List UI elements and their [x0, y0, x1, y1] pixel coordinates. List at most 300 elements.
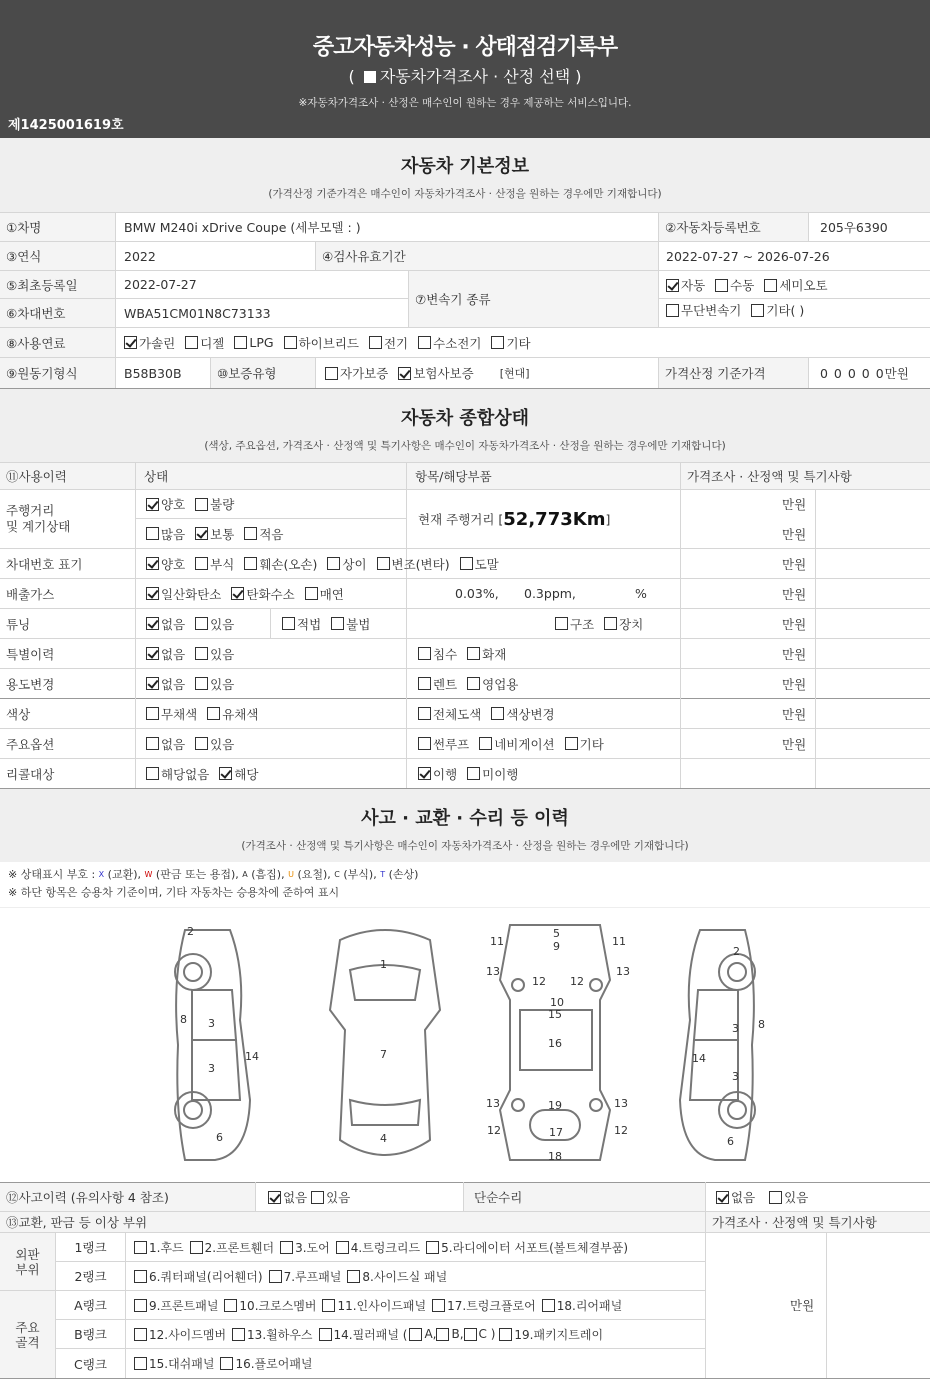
checkbox-icon[interactable]: [311, 1191, 324, 1204]
checkbox-icon[interactable]: [565, 737, 578, 750]
rankC-label: C랭크: [74, 1356, 107, 1372]
car-frame-view: [486, 925, 630, 1163]
svg-text:1: 1: [380, 958, 387, 971]
part-side-member[interactable]: 12.사이드멤버: [134, 1326, 226, 1343]
mileage-value: 52,773Km: [503, 508, 606, 530]
vin-mark-options: [146, 549, 678, 578]
svg-text:18: 18: [548, 1150, 562, 1163]
unit-label: 만원: [782, 586, 807, 602]
symbol-legend: ※ 상태표시 부호 : X (교환), W (판금 또는 용접), A (흠집), U (요철), C (부식), T (손상): [8, 868, 419, 881]
checkbox-icon[interactable]: [491, 707, 504, 720]
basic-info-title: 자동차 기본정보: [401, 156, 529, 177]
main-options-list: [418, 729, 678, 758]
fuel-hybrid-option[interactable]: 하이브리드: [284, 334, 359, 352]
svg-text:19: 19: [548, 1099, 562, 1112]
vin-good-option[interactable]: 양호: [146, 555, 185, 573]
tuning-type-options: [555, 609, 678, 638]
trans-etc-option[interactable]: 기타( ): [751, 301, 804, 319]
checkbox-checked-icon[interactable]: [146, 677, 159, 690]
svg-text:3: 3: [732, 1070, 739, 1083]
checkbox-icon[interactable]: [134, 1270, 147, 1283]
part-quarter-panel[interactable]: 6.쿼터패널(리어휀더): [134, 1268, 263, 1285]
first-reg-label: ⑤최초등록일: [0, 271, 115, 298]
price-basis-value: 0 0 0 0 0 만원: [820, 365, 909, 381]
emission-hc-option[interactable]: 탄화수소: [231, 585, 294, 603]
part-side-sill[interactable]: 8.사이드실 패널: [347, 1268, 447, 1285]
parts-price-header: 가격조사 · 산정액 및 특기사항: [706, 1212, 930, 1232]
color-change-options: [418, 699, 678, 728]
parts-unit-label: 만원: [790, 1298, 815, 1313]
simple-repair-options: [716, 1183, 926, 1211]
checkbox-icon[interactable]: [409, 1328, 422, 1341]
car-top-view: [330, 930, 440, 1155]
svg-text:15: 15: [548, 1008, 562, 1021]
emission-hc-value: 0.3ppm,: [524, 586, 576, 601]
fuel-electric-option[interactable]: 전기: [369, 334, 408, 352]
checkbox-filled-icon: [364, 71, 376, 83]
svg-text:12: 12: [487, 1124, 501, 1137]
checkbox-icon[interactable]: [479, 737, 492, 750]
svg-text:14: 14: [245, 1050, 259, 1063]
checkbox-checked-icon[interactable]: [418, 767, 431, 780]
checkbox-checked-icon[interactable]: [219, 767, 232, 780]
checkbox-icon[interactable]: [555, 617, 568, 630]
price-basis-label: 가격산정 기준가격: [659, 358, 808, 388]
col-item-header: 항목/해당부품: [407, 463, 680, 489]
special-type-options: [418, 639, 678, 668]
usage-options: [146, 669, 404, 698]
part-pillar-panel[interactable]: 14.필러패널 (: [319, 1326, 408, 1343]
status-subtitle: (색상, 주요옵션, 가격조사 · 산정액 및 특기사항은 매수인이 자동차가격조사 · 산정을 원하는 경우에만 기재합니다): [204, 440, 726, 452]
svg-text:6: 6: [216, 1131, 223, 1144]
checkbox-icon[interactable]: [195, 617, 208, 630]
checkbox-icon[interactable]: [195, 737, 208, 750]
current-mileage: 현재 주행거리 [ 52,773Km ]: [418, 508, 611, 530]
tuning-legal-option[interactable]: 적법: [282, 615, 321, 633]
transmission-options-row1: [666, 271, 928, 299]
checkbox-icon[interactable]: [331, 617, 344, 630]
document-number: 제1425001619호: [8, 118, 124, 133]
checkbox-icon[interactable]: [195, 647, 208, 660]
unit-label: 만원: [782, 556, 807, 572]
checkbox-icon[interactable]: [190, 1241, 203, 1254]
document-subtitle: ( 자동차가격조사 · 산정 선택 ): [348, 67, 582, 86]
checkbox-icon[interactable]: [542, 1299, 555, 1312]
checkbox-icon[interactable]: [220, 1357, 233, 1370]
checkbox-icon[interactable]: [134, 1241, 147, 1254]
checkbox-icon[interactable]: [195, 498, 208, 511]
unit-label: 만원: [782, 646, 807, 662]
checkbox-icon[interactable]: [319, 1328, 332, 1341]
emission-co-value: 0.03%,: [455, 586, 499, 601]
car-name-label: ①차명: [0, 213, 115, 241]
checkbox-icon[interactable]: [418, 647, 431, 660]
checkbox-icon[interactable]: [418, 737, 431, 750]
accident-exist-option[interactable]: 있음: [311, 1188, 350, 1206]
checkbox-icon[interactable]: [436, 1328, 449, 1341]
col-price-header: 가격조사 · 산정액 및 특기사항: [681, 463, 930, 489]
year-value: 2022: [124, 248, 156, 264]
option-sunroof[interactable]: 썬루프: [418, 735, 469, 753]
meter-good-option[interactable]: 양호: [146, 495, 185, 513]
checkbox-icon[interactable]: [666, 304, 679, 317]
tuning-device-option[interactable]: 장치: [604, 615, 643, 633]
part-package-tray[interactable]: 19.패키지트레이: [499, 1326, 603, 1343]
engine-label: ⑨원동기형식: [0, 358, 115, 388]
vin-rust-option[interactable]: 부식: [195, 555, 234, 573]
part-wheel-house[interactable]: 13.휠하우스: [232, 1326, 312, 1343]
rankA-label: A랭크: [74, 1298, 107, 1313]
checkbox-icon[interactable]: [715, 279, 728, 292]
svg-text:3: 3: [732, 1022, 739, 1035]
checkbox-icon[interactable]: [418, 677, 431, 690]
svg-text:2: 2: [187, 925, 194, 938]
vin-alter-option[interactable]: 변조(변타): [377, 555, 450, 573]
svg-text:10: 10: [550, 996, 564, 1009]
part-door[interactable]: 3.도어: [280, 1239, 330, 1256]
usage-rent-option[interactable]: 렌트: [418, 675, 457, 693]
checkbox-icon[interactable]: [336, 1241, 349, 1254]
color-chromatic-option[interactable]: 유채색: [207, 705, 258, 723]
checkbox-icon[interactable]: [134, 1299, 147, 1312]
emission-smoke-option[interactable]: 매연: [305, 585, 344, 603]
fuel-label: ⑧사용연료: [0, 328, 115, 357]
checkbox-checked-icon[interactable]: [398, 367, 411, 380]
svg-text:4: 4: [380, 1132, 387, 1145]
unit-label: 만원: [782, 526, 807, 542]
meter-bad-option[interactable]: 불량: [195, 495, 234, 513]
recall-done-option[interactable]: 이행: [418, 765, 457, 783]
main-options-label: 주요옵션: [6, 736, 55, 752]
checkbox-icon[interactable]: [377, 557, 390, 570]
status-section-header: [0, 389, 930, 462]
checkbox-icon[interactable]: [769, 1191, 782, 1204]
tuning-illegal-option[interactable]: 불법: [331, 615, 370, 633]
frame-label: 주요 골격: [0, 1291, 55, 1378]
checkbox-icon[interactable]: [322, 1299, 335, 1312]
color-full-option[interactable]: 전체도색: [418, 705, 481, 723]
svg-text:12: 12: [532, 975, 546, 988]
tuning-structure-option[interactable]: 구조: [555, 615, 594, 633]
svg-text:16: 16: [548, 1037, 562, 1050]
part-rear-panel[interactable]: 18.리어패널: [542, 1297, 622, 1314]
svg-text:12: 12: [614, 1124, 628, 1137]
checkbox-icon[interactable]: [146, 707, 159, 720]
recall-notdone-option[interactable]: 미이행: [467, 765, 518, 783]
checkbox-icon[interactable]: [146, 767, 159, 780]
checkbox-icon[interactable]: [244, 527, 257, 540]
tuning-legal-options: [282, 609, 406, 638]
fuel-etc-option[interactable]: 기타: [491, 334, 530, 352]
usage-change-label: 용도변경: [6, 676, 55, 692]
svg-text:6: 6: [727, 1135, 734, 1148]
tuning-label: 튜닝: [6, 616, 31, 632]
repair-exist-option[interactable]: 있음: [769, 1188, 808, 1206]
car-left-side-view: [175, 925, 259, 1160]
recall-options: [146, 759, 404, 788]
meter-state-options: [146, 490, 404, 518]
unit-label: 만원: [782, 497, 807, 512]
checkbox-icon[interactable]: [284, 336, 297, 349]
fuel-lpg-option[interactable]: LPG: [234, 335, 273, 350]
svg-text:8: 8: [180, 1013, 187, 1026]
svg-text:11: 11: [490, 935, 504, 948]
checkbox-icon[interactable]: [232, 1328, 245, 1341]
checkbox-icon[interactable]: [134, 1328, 147, 1341]
car-diagram: [0, 910, 930, 1180]
options-none-option[interactable]: 없음: [146, 735, 185, 753]
checkbox-icon[interactable]: [195, 677, 208, 690]
rank2-items: [134, 1262, 702, 1290]
inspect-period-value: 2022-07-27 ~ 2026-07-26: [666, 248, 830, 264]
rankA-items: [134, 1291, 702, 1319]
unit-label: 만원: [782, 616, 807, 632]
tuning-none-option[interactable]: 없음: [146, 615, 185, 633]
usage-type-options: [418, 669, 678, 698]
svg-text:3: 3: [208, 1017, 215, 1030]
svg-text:12: 12: [570, 975, 584, 988]
checkbox-icon[interactable]: [185, 336, 198, 349]
special-flood-option[interactable]: 침수: [418, 645, 457, 663]
document-header: [0, 0, 930, 138]
part-radiator-support[interactable]: 5.라디에이터 서포트(볼트체결부품): [426, 1239, 628, 1256]
mileage-many-option[interactable]: 많음: [146, 525, 185, 543]
checkbox-icon[interactable]: [764, 279, 777, 292]
col-history-header: ⑪사용이력: [0, 463, 135, 489]
vin-label: ⑥차대번호: [0, 299, 115, 327]
transmission-label: ⑦변속기 종류: [409, 271, 658, 327]
rank1-label: 1랭크: [74, 1240, 107, 1255]
inspect-period-label: ④검사유효기간: [316, 242, 658, 270]
color-change-option[interactable]: 색상변경: [491, 705, 554, 723]
col-state-header: 상태: [136, 463, 406, 489]
trans-auto-option[interactable]: 자동: [666, 276, 705, 294]
part-front-panel[interactable]: 9.프론트패널: [134, 1297, 218, 1314]
recall-label: 리콜대상: [6, 766, 55, 782]
part-floor-panel[interactable]: 16.플로어패널: [220, 1355, 312, 1372]
reg-no-label: ②자동차등록번호: [659, 213, 808, 241]
checkbox-icon[interactable]: [305, 587, 318, 600]
trans-manual-option[interactable]: 수동: [715, 276, 754, 294]
checkbox-checked-icon[interactable]: [666, 279, 679, 292]
rank2-label: 2랭크: [74, 1269, 107, 1284]
checkbox-checked-icon[interactable]: [146, 617, 159, 630]
emission-co-option[interactable]: 일산화탄소: [146, 585, 221, 603]
engine-value: B58B30B: [124, 365, 182, 381]
trans-cvt-option[interactable]: 무단변속기: [666, 301, 741, 319]
checkbox-icon[interactable]: [751, 304, 764, 317]
trans-semi-option[interactable]: 세미오토: [764, 276, 827, 294]
checkbox-icon[interactable]: [325, 367, 338, 380]
svg-text:17: 17: [549, 1126, 563, 1139]
parts-label: ⑬교환, 판금 등 이상 부위: [0, 1212, 705, 1232]
accident-subtitle: (가격조사 · 산정액 및 특기사항은 매수인이 자동차가격조사 · 산정을 원하는 경우에만 기재합니다): [241, 840, 689, 852]
rankC-items: [134, 1349, 702, 1378]
outer-panel-label: 외판 부위: [0, 1233, 55, 1290]
checkbox-icon[interactable]: [146, 737, 159, 750]
basic-info-subtitle: (가격산정 기준가격은 매수인이 자동차가격조사 · 산정을 원하는 경우에만 기재합니다): [268, 188, 662, 200]
checkbox-checked-icon[interactable]: [146, 498, 159, 511]
svg-text:8: 8: [758, 1018, 765, 1031]
unit-label: 만원: [782, 676, 807, 692]
part-inside-panel[interactable]: 11.인사이드패널: [322, 1297, 426, 1314]
option-etc[interactable]: 기타: [565, 735, 604, 753]
accident-history-options: [268, 1183, 458, 1211]
fuel-hydrogen-option[interactable]: 수소전기: [418, 334, 481, 352]
checkbox-icon[interactable]: [426, 1241, 439, 1254]
checkbox-icon[interactable]: [244, 557, 257, 570]
checkbox-checked-icon[interactable]: [146, 557, 159, 570]
pillar-a-option[interactable]: A,: [409, 1327, 436, 1341]
mileage-few-option[interactable]: 적음: [244, 525, 283, 543]
rankB-label: B랭크: [74, 1327, 107, 1342]
tuning-exist-option[interactable]: 있음: [195, 615, 234, 633]
reg-no-value: 205우6390: [820, 220, 888, 235]
mileage-level-options: [146, 519, 404, 548]
option-navigation[interactable]: 네비게이션: [479, 735, 554, 753]
accident-none-option[interactable]: 없음: [268, 1188, 307, 1206]
svg-text:3: 3: [208, 1062, 215, 1075]
color-options: [146, 699, 404, 728]
checkbox-icon[interactable]: [604, 617, 617, 630]
vin-damage-option[interactable]: 훼손(오손): [244, 555, 317, 573]
color-achromatic-option[interactable]: 무채색: [146, 705, 197, 723]
pillar-c-option[interactable]: C ): [464, 1327, 496, 1341]
legend-note: ※ 하단 항목은 승용차 기준이며, 기타 자동차는 승용차에 준하여 표시: [8, 886, 340, 899]
usage-business-option[interactable]: 영업용: [467, 675, 518, 693]
recall-done-options: [418, 759, 678, 788]
checkbox-icon[interactable]: [467, 767, 480, 780]
pillar-b-option[interactable]: B,: [436, 1327, 463, 1341]
document-title: 중고자동차성능 · 상태점검기록부: [312, 35, 618, 60]
svg-text:11: 11: [612, 935, 626, 948]
main-options-exist: [146, 729, 404, 758]
checkbox-icon[interactable]: [460, 557, 473, 570]
checkbox-icon[interactable]: [282, 617, 295, 630]
basic-info-section-header: [0, 138, 930, 212]
checkbox-checked-icon[interactable]: [146, 647, 159, 660]
fuel-diesel-option[interactable]: 디젤: [185, 334, 224, 352]
part-trunk-lid[interactable]: 4.트렁크리드: [336, 1239, 420, 1256]
warranty-insurance-option[interactable]: 보험사보증: [398, 364, 473, 382]
rank1-items: [134, 1233, 702, 1261]
options-exist-option[interactable]: 있음: [195, 735, 234, 753]
transmission-options-row2: [666, 297, 928, 323]
part-dash-panel[interactable]: 15.대쉬패널: [134, 1355, 214, 1372]
part-front-fender[interactable]: 2.프론트휀더: [190, 1239, 274, 1256]
emission-smoke-unit: %: [635, 586, 647, 601]
vin-mark-label: 차대번호 표기: [6, 556, 83, 572]
svg-text:5: 5: [553, 927, 560, 940]
part-roof-panel[interactable]: 7.루프패널: [269, 1268, 342, 1285]
special-exist-option[interactable]: 있음: [195, 645, 234, 663]
service-note: ※자동차가격조사 · 산정은 매수인이 원하는 경우 제공하는 서비스입니다.: [298, 97, 632, 109]
checkbox-icon[interactable]: [499, 1328, 512, 1341]
checkbox-icon[interactable]: [369, 336, 382, 349]
checkbox-icon[interactable]: [327, 557, 340, 570]
svg-text:13: 13: [616, 965, 630, 978]
part-cross-member[interactable]: 10.크로스멤버: [224, 1297, 316, 1314]
special-fire-option[interactable]: 화재: [467, 645, 506, 663]
svg-text:2: 2: [733, 945, 740, 958]
recall-yes-option[interactable]: 해당: [219, 765, 258, 783]
svg-text:13: 13: [486, 1097, 500, 1110]
checkbox-icon[interactable]: [418, 707, 431, 720]
vin-diff-option[interactable]: 상이: [327, 555, 366, 573]
checkbox-icon[interactable]: [269, 1270, 282, 1283]
checkbox-icon[interactable]: [467, 647, 480, 660]
checkbox-icon[interactable]: [347, 1270, 360, 1283]
checkbox-icon[interactable]: [234, 336, 247, 349]
part-trunk-floor[interactable]: 17.트렁크플로어: [432, 1297, 536, 1314]
checkbox-checked-icon[interactable]: [146, 587, 159, 600]
checkbox-icon[interactable]: [467, 677, 480, 690]
special-none-option[interactable]: 없음: [146, 645, 185, 663]
checkbox-icon[interactable]: [207, 707, 220, 720]
warranty-note: [현대]: [499, 367, 530, 380]
checkbox-checked-icon[interactable]: [268, 1191, 281, 1204]
checkbox-icon[interactable]: [432, 1299, 445, 1312]
part-hood[interactable]: 1.후드: [134, 1239, 184, 1256]
vin-value: WBA51CM01N8C73133: [124, 305, 271, 321]
warranty-label: ⑩보증유형: [211, 358, 315, 388]
checkbox-icon[interactable]: [280, 1241, 293, 1254]
checkbox-icon[interactable]: [464, 1328, 477, 1341]
first-reg-value: 2022-07-27: [124, 277, 197, 292]
warranty-self-option[interactable]: 자가보증: [325, 364, 388, 382]
status-title: 자동차 종합상태: [401, 408, 529, 429]
checkbox-checked-icon[interactable]: [124, 336, 137, 349]
checkbox-icon[interactable]: [418, 336, 431, 349]
recall-na-option[interactable]: 해당없음: [146, 765, 209, 783]
checkbox-icon[interactable]: [491, 336, 504, 349]
accident-title: 사고 · 교환 · 수리 등 이력: [361, 808, 569, 829]
svg-text:7: 7: [380, 1048, 387, 1061]
accident-section-header: [0, 789, 930, 862]
checkbox-icon[interactable]: [134, 1357, 147, 1370]
rankB-items: [134, 1320, 702, 1348]
mileage-label: 주행거리 및 계기상태: [6, 503, 71, 534]
svg-text:13: 13: [614, 1097, 628, 1110]
unit-label: 만원: [782, 706, 807, 722]
unit-label: 만원: [782, 736, 807, 752]
color-label: 색상: [6, 706, 31, 722]
simple-repair-label: 단순수리: [464, 1183, 705, 1211]
usage-exist-option[interactable]: 있음: [195, 675, 234, 693]
emission-label: 배출가스: [6, 586, 55, 602]
checkbox-icon[interactable]: [195, 557, 208, 570]
fuel-options: [124, 328, 924, 357]
mileage-normal-option[interactable]: 보통: [195, 525, 234, 543]
car-right-side-view: [680, 930, 765, 1160]
year-label: ③연식: [0, 242, 115, 270]
checkbox-checked-icon[interactable]: [195, 527, 208, 540]
repair-none-option[interactable]: 없음: [716, 1188, 755, 1206]
tuning-options: [146, 609, 268, 638]
special-options: [146, 639, 404, 668]
checkbox-checked-icon[interactable]: [231, 587, 244, 600]
svg-text:14: 14: [692, 1052, 706, 1065]
vin-missing-option[interactable]: 도말: [460, 555, 499, 573]
checkbox-icon[interactable]: [146, 527, 159, 540]
svg-text:13: 13: [486, 965, 500, 978]
usage-none-option[interactable]: 없음: [146, 675, 185, 693]
car-name-value: BMW M240i xDrive Coupe (세부모델 : ): [124, 220, 361, 235]
checkbox-checked-icon[interactable]: [716, 1191, 729, 1204]
fuel-gasoline-option[interactable]: 가솔린: [124, 334, 175, 352]
checkbox-icon[interactable]: [224, 1299, 237, 1312]
svg-text:9: 9: [553, 940, 560, 953]
